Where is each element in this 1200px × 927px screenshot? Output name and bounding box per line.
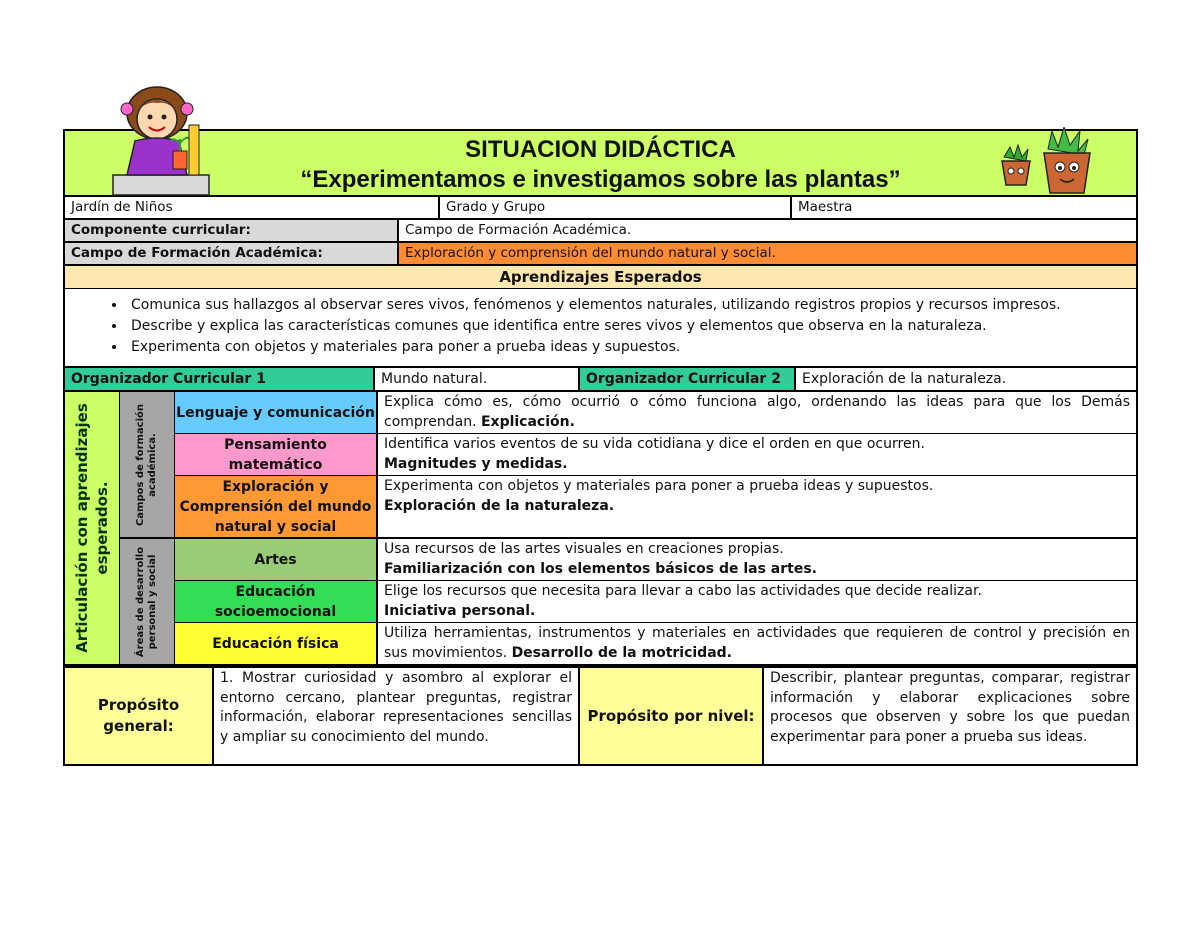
org2-value: Exploración de la naturaleza. bbox=[802, 371, 1007, 387]
areas-group bbox=[120, 539, 1136, 664]
artes-text: Usa recursos de las artes visuales en creaciones propias. Familiarización con los elementos básicos de las artes. bbox=[384, 541, 817, 577]
document-subtitle: “Experimentamos e investigamos sobre las plantas” bbox=[300, 166, 901, 193]
table-row bbox=[175, 581, 1136, 623]
proposito-nivel-text: Describir, plantear preguntas, comparar, registrar información y elaborar explicaciones sobre procesos que observen y sobre los que puedan experimentar para poner a prueba sus ideas. bbox=[770, 670, 1130, 745]
fisica-label: Educación física bbox=[175, 623, 378, 664]
pensamiento-text: Identifica varios eventos de su vida cotidiana y dice el orden en que ocurren. Magnitudes y medidas. bbox=[384, 436, 925, 472]
componente-label: Componente curricular: bbox=[65, 220, 399, 241]
campo-value: Exploración y comprensión del mundo natural y social. bbox=[399, 243, 1136, 264]
lenguaje-label: Lenguaje y comunicación bbox=[175, 392, 378, 433]
articulacion-side bbox=[65, 392, 120, 664]
areas-side bbox=[120, 539, 175, 664]
list-item: • Experimenta con objetos y materiales para poner a prueba ideas y supuestos. bbox=[127, 337, 1126, 358]
areas-label: Áreas de desarrollo personal y social bbox=[135, 546, 158, 657]
table-row bbox=[175, 539, 1136, 581]
campos-group bbox=[120, 392, 1136, 539]
table-row bbox=[175, 434, 1136, 476]
girl-planting-illustration bbox=[107, 79, 219, 199]
proposito-row bbox=[63, 666, 1138, 766]
proposito-general-text: 1. Mostrar curiosidad y asombro al explorar el entorno cercano, plantear preguntas, registrar información, elaborar representaciones sencillas y ampliar su conocimiento del mundo. bbox=[214, 668, 580, 764]
campos-label: Campos de formación académica. bbox=[135, 403, 158, 526]
socioemocional-text: Elige los recursos que necesita para llevar a cabo las actividades que decide realizar. Iniciativa personal. bbox=[384, 583, 982, 619]
title-block bbox=[63, 129, 1138, 197]
articulacion-section bbox=[63, 392, 1138, 666]
lenguaje-text: Explica cómo es, cómo ocurrió o cómo funciona algo, ordenando las ideas para que los Demás comprendan. Explicación. bbox=[384, 394, 1130, 430]
fisica-text: Utiliza herramientas, instrumentos y materiales en actividades que requieren de control y precisión en sus movimientos. Desarrollo de la motricidad. bbox=[384, 625, 1130, 661]
exploracion-label: Exploración y Comprensión del mundo natural y social bbox=[175, 476, 378, 537]
jardin-field: Jardín de Niños bbox=[65, 197, 440, 218]
artes-label: Artes bbox=[175, 539, 378, 580]
table-row bbox=[175, 392, 1136, 434]
exploracion-text: Experimenta con objetos y materiales para poner a prueba ideas y supuestos. Exploración de la naturaleza. bbox=[384, 478, 934, 514]
proposito-general-label: Propósito general: bbox=[65, 668, 214, 764]
grado-field: Grado y Grupo bbox=[440, 197, 792, 218]
org1-label: Organizador Curricular 1 bbox=[65, 368, 375, 390]
table-row bbox=[175, 623, 1136, 664]
proposito-nivel-label: Propósito por nivel: bbox=[580, 668, 764, 764]
list-item: • Describe y explica las características comunes que identifica entre seres vivos y elementos que observa en la naturaleza. bbox=[127, 316, 1126, 337]
list-item: • Comunica sus hallazgos al observar seres vivos, fenómenos y elementos naturales, utilizando registros propios y recursos impresos. bbox=[127, 295, 1126, 316]
socioemocional-label: Educación socioemocional bbox=[175, 581, 378, 622]
organizadores-row bbox=[63, 368, 1138, 392]
componente-row bbox=[63, 220, 1138, 243]
campo-row bbox=[63, 243, 1138, 266]
school-info-row bbox=[63, 197, 1138, 220]
plant-pots-illustration bbox=[990, 127, 1100, 197]
maestra-field: Maestra bbox=[798, 199, 853, 215]
document-title: SITUACION DIDÁCTICA bbox=[465, 136, 736, 163]
table-row bbox=[175, 476, 1136, 537]
org1-value: Mundo natural. bbox=[375, 368, 580, 390]
campo-label: Campo de Formación Académica: bbox=[65, 243, 399, 264]
articulacion-label: Articulación con aprendizajes esperados. bbox=[73, 403, 111, 653]
campos-side bbox=[120, 392, 175, 537]
aprendizajes-heading: Aprendizajes Esperados bbox=[65, 266, 1136, 289]
pensamiento-label: Pensamiento matemático bbox=[175, 434, 378, 475]
aprendizajes-list bbox=[65, 289, 1136, 366]
org2-label: Organizador Curricular 2 bbox=[580, 368, 796, 390]
aprendizajes-section bbox=[63, 266, 1138, 368]
componente-value: Campo de Formación Académica. bbox=[405, 222, 632, 238]
planning-sheet bbox=[63, 129, 1138, 766]
